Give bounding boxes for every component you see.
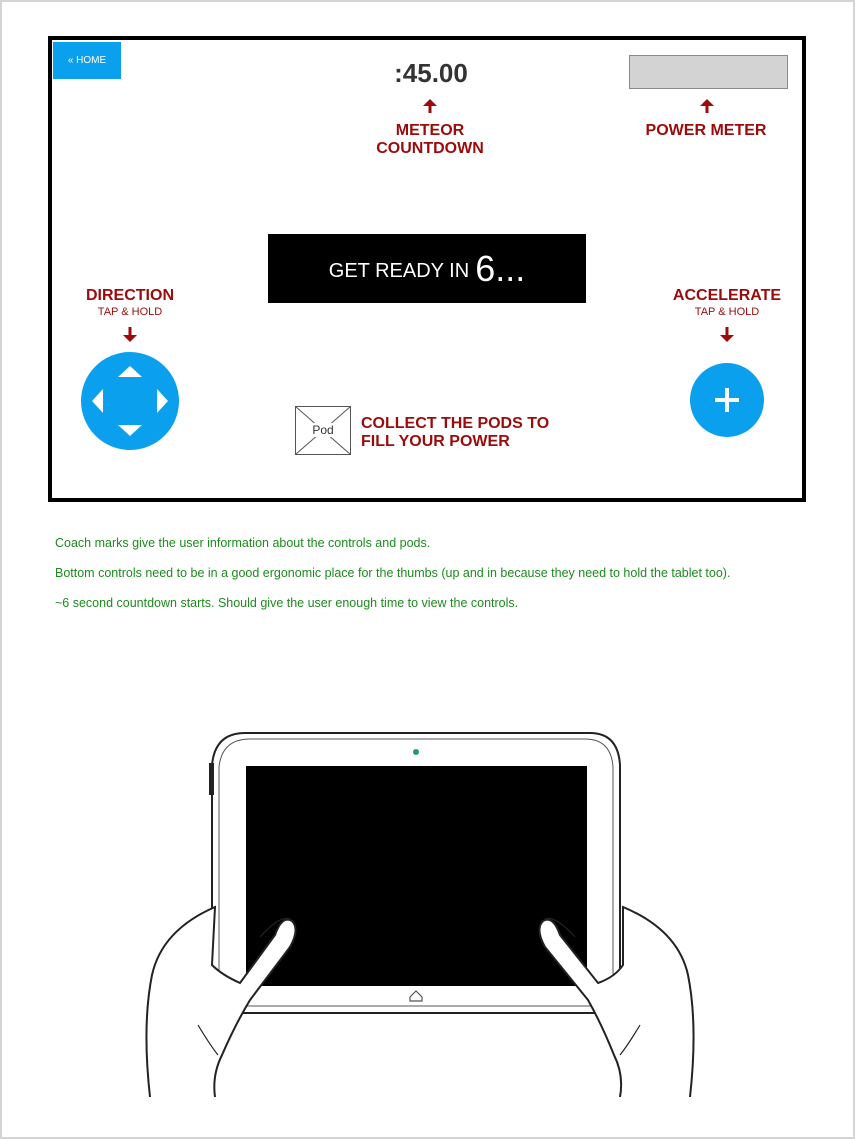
note-item: Bottom controls need to be in a good ergonomic place for the thumbs (up and in because they need to hold the tablet too). — [55, 566, 731, 580]
tablet-hands-illustration — [140, 725, 700, 1097]
plus-icon — [712, 385, 742, 415]
meteor-mark-line1: METEOR — [395, 122, 465, 139]
meteor-countdown-timer: :45.00 — [394, 58, 468, 88]
meteor-mark-line2: COUNTDOWN — [376, 140, 484, 157]
game-screen — [48, 36, 806, 502]
direction-sub-mark: TAP & HOLD — [97, 306, 163, 318]
note-item: ~6 second countdown starts. Should give the user enough time to view the controls. — [55, 596, 519, 610]
power-meter-mark: POWER METER — [645, 122, 767, 139]
power-meter-bar — [629, 55, 788, 89]
home-button[interactable]: « HOME — [53, 42, 121, 79]
get-ready-label: GET READY IN — [328, 260, 470, 282]
get-ready-banner — [268, 234, 586, 303]
accelerate-button[interactable] — [690, 363, 764, 437]
pod-placeholder — [295, 406, 351, 455]
pods-mark-line2: FILL YOUR POWER — [361, 433, 510, 450]
direction-mark: DIRECTION — [86, 287, 174, 304]
accelerate-sub-mark: TAP & HOLD — [694, 306, 760, 318]
note-item: Coach marks give the user information about the controls and pods. — [55, 536, 431, 550]
pods-mark-line1: COLLECT THE PODS TO — [361, 415, 550, 432]
arrow-up-icon — [699, 98, 715, 114]
arrow-down-icon — [719, 326, 735, 344]
collect-pods-mark — [361, 415, 581, 451]
dpad-icon — [81, 352, 179, 450]
design-notes — [55, 536, 815, 626]
pod-label: Pod — [312, 423, 334, 437]
meteor-countdown-mark — [352, 122, 508, 158]
direction-dpad[interactable] — [81, 352, 179, 450]
accelerate-mark: ACCELERATE — [672, 287, 782, 304]
arrow-up-icon — [422, 98, 438, 114]
get-ready-count: 6... — [475, 247, 526, 289]
arrow-down-icon — [122, 326, 138, 344]
